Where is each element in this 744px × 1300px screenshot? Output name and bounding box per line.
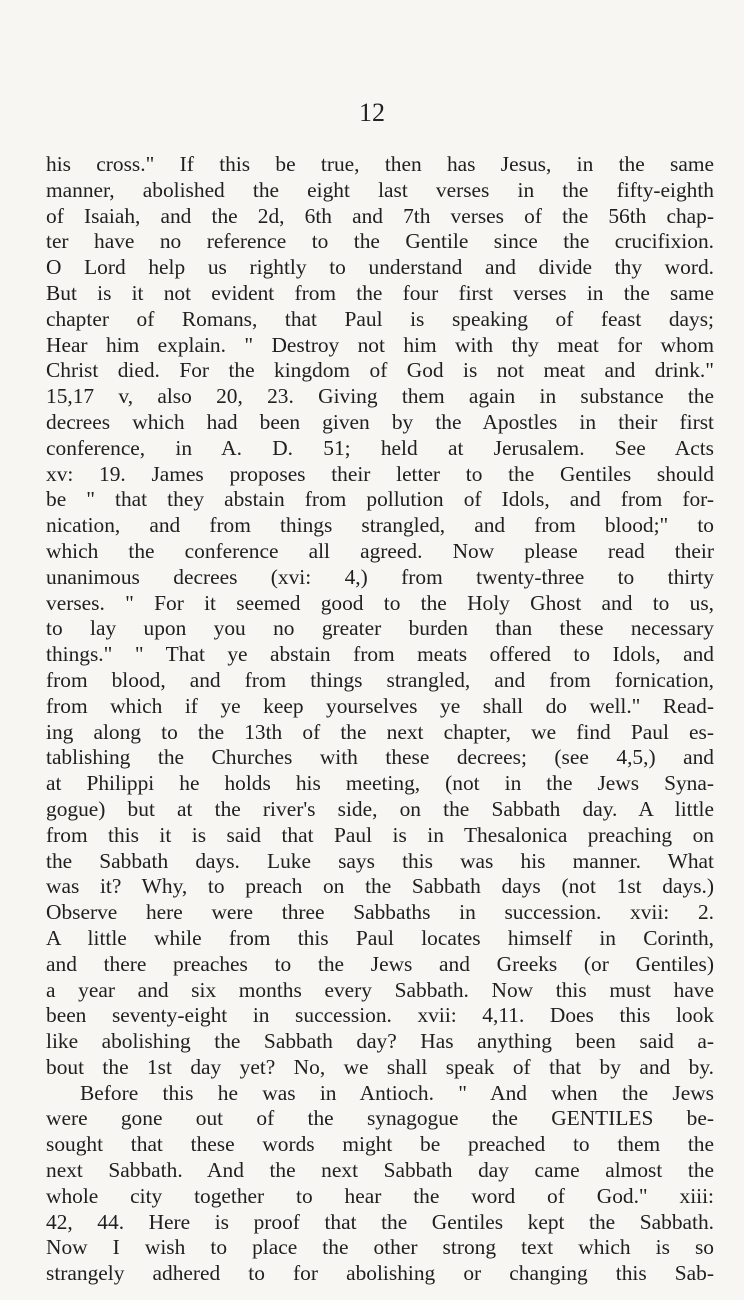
text-line: ter have no reference to the Gentile since the crucifixion. <box>46 229 714 254</box>
text-line: verses. " For it seemed good to the Holy Ghost and to us, <box>46 590 714 615</box>
text-line: his cross." If this be true, then has Jesus, in the same <box>46 152 714 176</box>
text-line: 42, 44. Here is proof that the Gentiles kept the Sabbath. <box>46 1209 714 1234</box>
text-line: 15,17 v, also 20, 23. Giving them again in substance the <box>46 384 714 409</box>
text-line: ing along to the 13th of the next chapter, we find Paul es- <box>46 719 714 744</box>
text-line: at Philippi he holds his meeting, (not in the Jews Syna- <box>46 771 714 796</box>
text-line: to lay upon you no greater burden than these necessary <box>46 616 714 641</box>
body-text <box>46 152 714 1287</box>
text-line: conference, in A. D. 51; held at Jerusalem. See Acts <box>46 435 714 460</box>
text-line: the Sabbath days. Luke says this was his manner. What <box>46 848 714 873</box>
text-line: unanimous decrees (xvi: 4,) from twenty-three to thirty <box>46 564 714 589</box>
text-line: been seventy-eight in succession. xvii: 4,11. Does this look <box>46 1003 714 1028</box>
text-line: But is it not evident from the four first verses in the same <box>46 280 714 305</box>
text-line: be " that they abstain from pollution of Idols, and from for- <box>46 487 714 512</box>
text-line: decrees which had been given by the Apostles in their first <box>46 409 714 434</box>
page-number: 12 <box>359 98 385 127</box>
text-line: sought that these words might be preached to them the <box>46 1132 714 1157</box>
text-line: was it? Why, to preach on the Sabbath days (not 1st days.) <box>46 874 714 899</box>
text-line: and there preaches to the Jews and Greeks (or Gentiles) <box>46 951 714 976</box>
text-line: a year and six months every Sabbath. Now this must have <box>46 977 714 1002</box>
text-line: Christ died. For the kingdom of God is not meat and drink." <box>46 358 714 383</box>
text-line: nication, and from things strangled, and from blood;" to <box>46 513 714 538</box>
text-line: were gone out of the synagogue the GENTILES be- <box>46 1106 714 1131</box>
text-line: next Sabbath. And the next Sabbath day came almost the <box>46 1158 714 1183</box>
text-line: bout the 1st day yet? No, we shall speak of that by and by. <box>46 1054 714 1079</box>
text-line: from which if ye keep yourselves ye shall do well." Read- <box>46 693 714 718</box>
text-line: A little while from this Paul locates himself in Corinth, <box>46 925 714 950</box>
text-line: of Isaiah, and the 2d, 6th and 7th verses of the 56th chap- <box>46 203 714 228</box>
text-line: from this it is said that Paul is in Thesalonica preaching on <box>46 822 714 847</box>
text-line: tablishing the Churches with these decrees; (see 4,5,) and <box>46 745 714 770</box>
text-line: Now I wish to place the other strong text which is so <box>46 1235 714 1260</box>
text-line: things." " That ye abstain from meats offered to Idols, and <box>46 642 714 667</box>
text-line: whole city together to hear the word of God." xiii: <box>46 1183 714 1208</box>
text-line: gogue) but at the river's side, on the Sabbath day. A little <box>46 796 714 821</box>
text-line: xv: 19. James proposes their letter to the Gentiles should <box>46 461 714 486</box>
text-line: from blood, and from things strangled, and from fornication, <box>46 667 714 692</box>
text-line: O Lord help us rightly to understand and divide thy word. <box>46 255 714 280</box>
text-line: which the conference all agreed. Now please read their <box>46 538 714 563</box>
text-line: Hear him explain. " Destroy not him with thy meat for whom <box>46 332 714 357</box>
text-line: like abolishing the Sabbath day? Has anything been said a- <box>46 1029 714 1054</box>
text-line: chapter of Romans, that Paul is speaking of feast days; <box>46 306 714 331</box>
text-line: strangely adhered to for abolishing or changing this Sab- <box>46 1261 714 1286</box>
text-line: Observe here were three Sabbaths in succession. xvii: 2. <box>46 900 714 925</box>
text-line: Before this he was in Antioch. " And when the Jews <box>80 1080 714 1105</box>
text-line: manner, abolished the eight last verses in the fifty-eighth <box>46 177 714 202</box>
